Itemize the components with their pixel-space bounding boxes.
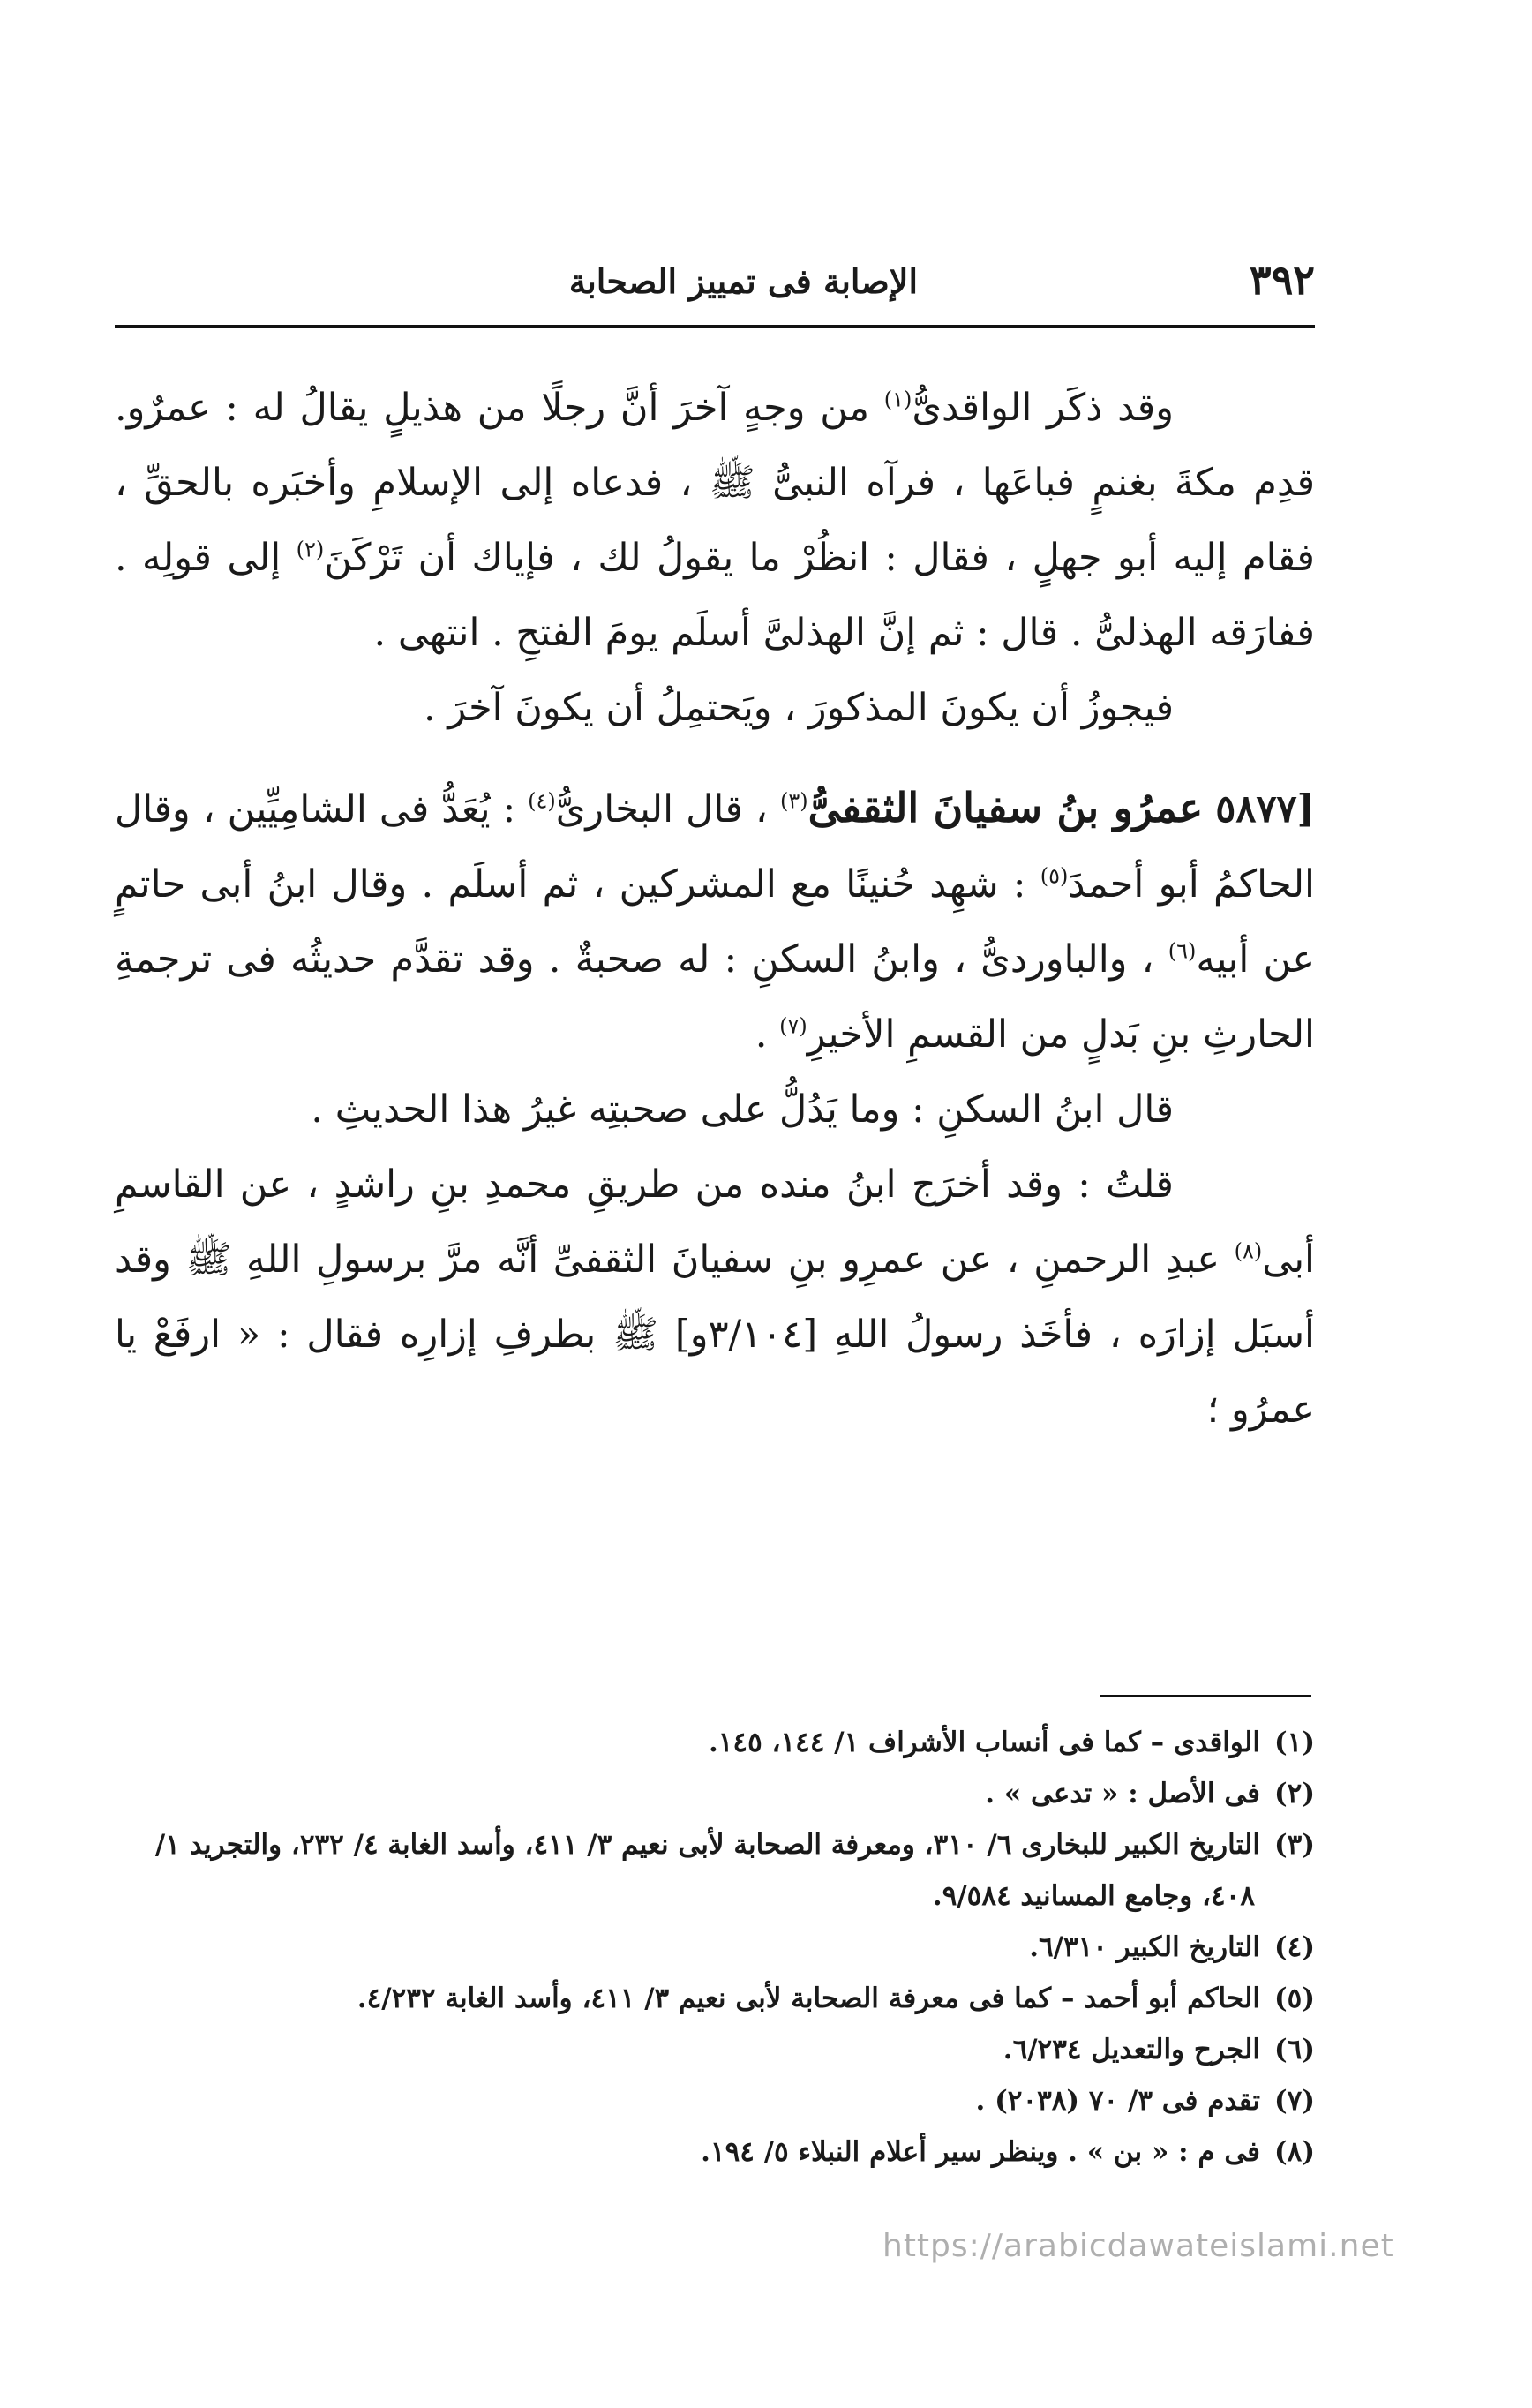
p5-text-b: عبدِ الرحمنِ ، عن عمرِو بنِ سفيانَ الثقفىِّ أنَّه مرَّ برسولِ اللهِ ﷺ وقد أسبَل إزارَه ، فأخَذ رسولُ اللهِ [115,1238,1315,1357]
entry-text-b: : يُعَدُّ فى الشامِيِّين ، وقال الحاكمُ أبو أحمدَ [115,787,1315,907]
header-rule [115,325,1315,328]
paragraph-4: قال ابنُ السكنِ : وما يَدُلُّ على صحبتِه غيرُ هذا الحديثِ . [311,1087,1174,1132]
footnote-ref-3[interactable]: (٣) [779,788,808,814]
footnote-ref-2[interactable]: (٢) [296,537,325,562]
page-number: ٣٩٢ [1249,256,1315,304]
footnote-ref-1[interactable]: (١) [883,387,912,412]
footnote-text: التاريخ الكبير ٦/٣١٠. [1029,1931,1260,1963]
footnote-ref-8[interactable]: (٨) [1234,1238,1263,1264]
footnote-number: (١) [1274,1727,1315,1758]
paragraph-1 [115,371,1315,671]
footnote-text: فى الأصل : « تدعى » . [985,1778,1260,1810]
footnote-text: فى م : « بن » . وينظر سير أعلام النبلاء ٥/ ١٩٤. [701,2136,1260,2168]
entry-text-e: . [755,1012,780,1057]
entry-number: [٥٨٧٧ [1215,787,1316,832]
footnote-ref-5[interactable]: (٥) [1040,863,1069,889]
footnote-number: (٣) [1274,1829,1315,1861]
footnote-ref-6[interactable]: (٦) [1168,938,1197,964]
footnote-number: (٧) [1274,2085,1315,2117]
footnote-ref-4[interactable]: (٤) [528,788,556,814]
footnotes [115,1717,1315,2178]
running-title: الإصابة فى تمييز الصحابة [568,261,918,301]
footnote-number: (٢) [1274,1778,1315,1810]
footnote-3 [115,1819,1315,1922]
main-text [115,371,1315,1448]
entry-text-d: ، والباوردىُّ ، وابنُ السكنِ : له صحبةٌ . وقد تقدَّم حديثُه فى ترجمةِ الحارثِ بنِ بَدلٍ من القسمِ الأخيرِ [115,937,1315,1057]
footnote-text: الحاكم أبو أحمد – كما فى معرفة الصحابة لأبى نعيم ٣/ ٤١١، وأسد الغابة ٤/٢٣٢. [357,1983,1260,2014]
page-header [115,256,1315,309]
footnote-4 [115,1922,1315,1973]
footnote-1 [115,1717,1315,1768]
footnote-text: الجرح والتعديل ٦/٢٣٤. [1003,2034,1260,2066]
entry-text-a: ، قال البخارىُّ [555,787,780,832]
watermark-url: https://arabicdawateislami.net [882,2228,1394,2264]
footnote-2 [115,1768,1315,1819]
footnote-number: (٤) [1274,1931,1315,1963]
footnote-separator [1100,1695,1311,1697]
entry-name: عمرُو بنُ سفيانَ الثقفىُّ [807,784,1204,832]
entry-5877 [115,771,1315,1072]
footnote-number: (٨) [1274,2136,1315,2168]
entry-text-c: : شهِد حُنينًا مع المشركين ، ثم أسلَم . وقال ابنُ أبى حاتمٍ عن أبيه [115,862,1315,982]
p1-text-b: من وجهٍ آخرَ أنَّ رجلًا من هذيلٍ يقالُ له : عمرٌو. قدِم مكةَ بغنمٍ فباعَها ، فرآه النبىُّ ﷺ ، فدعاه إلى الإسلامِ وأخبَره بالحقِّ ، فقام إليه أبو جهلٍ ، فقال : انظُرْ ما يقولُ لك ، فإياك أن تَرْكَنَ [115,386,1315,580]
footnote-text: التاريخ الكبير للبخارى ٦/ ٣١٠، ومعرفة الصحابة لأبى نعيم ٣/ ٤١١، وأسد الغابة ٤/ ٢٣٢، والتجريد ١/ ٤٠٨، وجامع المسانيد ٩/٥٨٤. [154,1829,1260,1912]
footnote-text: الواقدى – كما فى أنساب الأشراف ١/ ١٤٤، ١٤٥. [708,1727,1260,1758]
footnote-number: (٦) [1274,2034,1315,2066]
footnote-number: (٥) [1274,1983,1315,2014]
footnote-8 [115,2126,1315,2178]
manuscript-ref: [٣/١٠٤و] [674,1313,818,1357]
footnote-7 [115,2075,1315,2126]
p5-text-c: ﷺ بطرفِ إزارِه فقال : « ارفَعْ يا عمرُو ؛ [115,1313,1315,1432]
p5-text-a: قلتُ : وقد أخرَج ابنُ منده من طريقِ محمدِ بنِ راشدٍ ، عن القاسمِ أبى [115,1163,1315,1282]
footnote-ref-7[interactable]: (٧) [779,1013,807,1039]
paragraph-5 [115,1148,1315,1448]
footnote-6 [115,2024,1315,2075]
p1-text-a: وقد ذكَر الواقدىُّ [912,386,1174,430]
footnote-5 [115,1973,1315,2024]
p1-text-c: إلى قولِه . ففارَقه الهذلىُّ . قال : ثم إنَّ الهذلىَّ أسلَم يومَ الفتحِ . انتهى . [115,536,1315,655]
paragraph-2: فيجوزُ أن يكونَ المذكورَ ، ويَحتمِلُ أن يكونَ آخرَ . [424,686,1174,730]
footnote-text: تقدم فى ٣/ ٧٠ (٢٠٣٨) . [975,2085,1260,2117]
